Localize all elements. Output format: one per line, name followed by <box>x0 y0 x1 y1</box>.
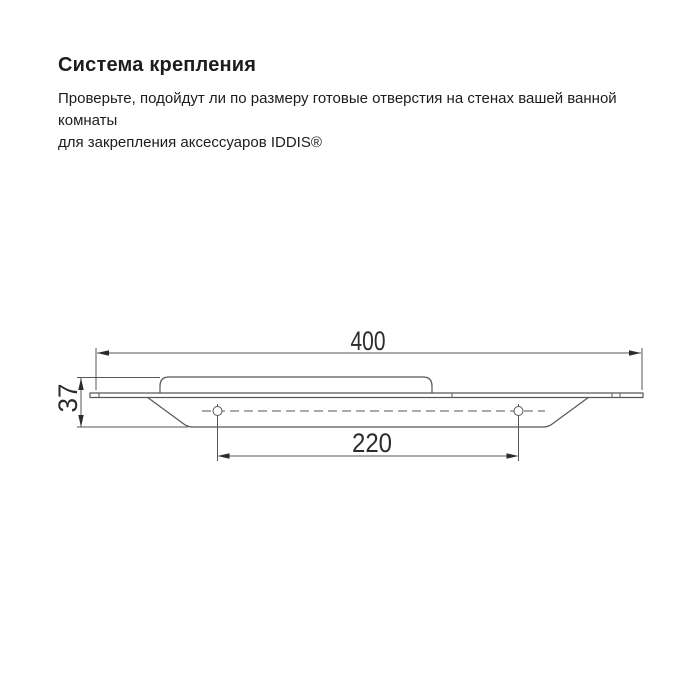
page-description-line-1: Проверьте, подойдут ли по размеру готовые отверстия на стенах вашей ванной комнаты <box>58 90 617 129</box>
hole-spacing-dimension-label: 220 <box>352 428 392 458</box>
width-arrow-right <box>629 350 641 355</box>
hole-spacing-arrow-right <box>507 453 519 458</box>
shelf-plate <box>90 393 643 398</box>
page-description <box>58 88 668 154</box>
mounting-diagram <box>0 325 700 485</box>
page-description-line-2: для закрепления аксессуаров IDDIS® <box>58 134 322 151</box>
left-screw-hole <box>213 407 222 416</box>
hole-spacing-arrow-left <box>218 453 230 458</box>
page-title: Система крепления <box>58 54 257 76</box>
height-arrow-bottom <box>78 415 83 427</box>
right-screw-hole <box>514 407 523 416</box>
header <box>58 54 668 154</box>
diagram-canvas <box>0 325 700 485</box>
width-arrow-left <box>97 350 109 355</box>
height-dimension-label: 37 <box>53 382 83 413</box>
holder-bump-outline <box>160 377 432 394</box>
width-dimension-label: 400 <box>350 326 386 356</box>
